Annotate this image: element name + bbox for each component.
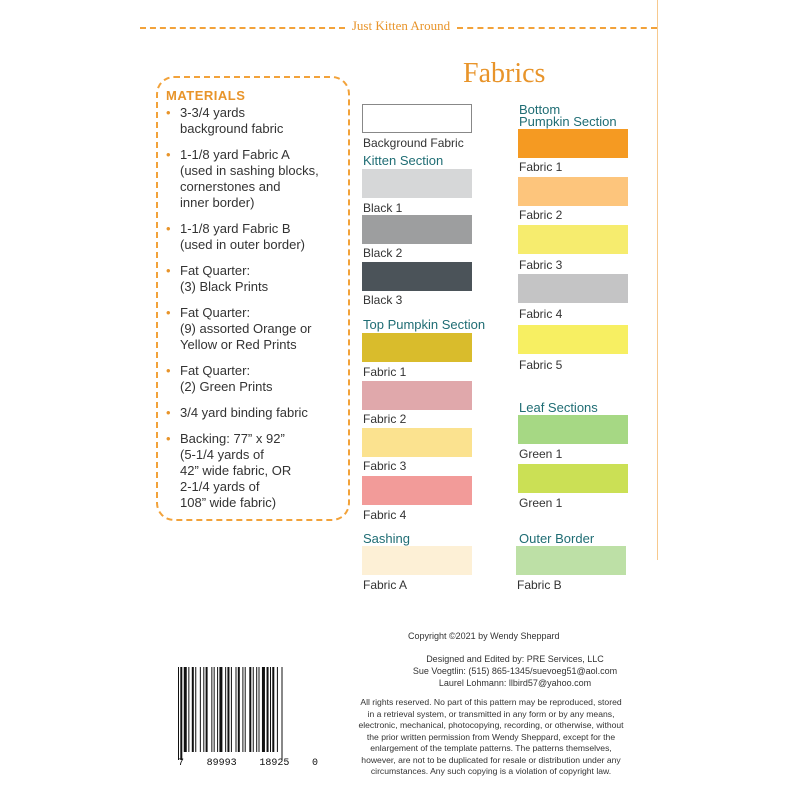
- barcode-bar: [211, 667, 212, 752]
- barcode-digit-group: 7: [178, 758, 185, 769]
- swatch-bottom-pumpkin-3: [518, 225, 628, 254]
- swatch-bottom-pumpkin-4: [518, 274, 628, 303]
- section-title-leaf: Leaf Sections: [519, 400, 598, 415]
- materials-item-line: (2) Green Prints: [180, 379, 273, 394]
- bullet-icon: •: [166, 363, 171, 378]
- section-title-bottom-pumpkin-2: Pumpkin Section: [519, 114, 617, 129]
- swatch-top-pumpkin-4: [362, 476, 472, 505]
- materials-item: [166, 305, 348, 353]
- swatch-leaf-1: [518, 415, 628, 444]
- swatch-label-top-pumpkin-1: Fabric 1: [363, 365, 407, 379]
- materials-heading: MATERIALS: [166, 88, 246, 103]
- materials-item-line: 1-1/8 yard Fabric A: [180, 147, 290, 162]
- materials-item-line: 3-3/4 yards: [180, 105, 246, 120]
- materials-item: [166, 147, 348, 211]
- swatch-bottom-pumpkin-5: [518, 325, 628, 354]
- swatch-background: [362, 104, 472, 133]
- swatch-label-bottom-pumpkin-4: Fabric 4: [519, 307, 563, 321]
- materials-item-line: (used in sashing blocks,: [180, 163, 319, 178]
- swatch-label-bottom-pumpkin-2: Fabric 2: [519, 208, 563, 222]
- barcode-bar: [277, 667, 278, 752]
- swatch-label-top-pumpkin-2: Fabric 2: [363, 412, 407, 426]
- swatch-label-leaf-1: Green 1: [519, 447, 563, 461]
- swatch-bottom-pumpkin-1: [518, 129, 628, 158]
- swatch-kitten-1: [362, 169, 472, 198]
- barcode: [177, 667, 317, 760]
- barcode-bar: [231, 667, 232, 752]
- swatch-outer-border-b: [516, 546, 626, 575]
- credit-line: Laurel Lohmann: llbird57@yahoo.com: [438, 678, 592, 688]
- swatch-top-pumpkin-1: [362, 333, 472, 362]
- barcode-bar: [200, 667, 201, 752]
- rights-line: electronic, mechanical, photocopying, recording, or otherwise, without: [358, 720, 624, 730]
- materials-item-line: 3/4 yard binding fabric: [180, 405, 308, 420]
- barcode-bar: [217, 667, 218, 752]
- swatch-top-pumpkin-2: [362, 381, 472, 410]
- bullet-icon: •: [166, 431, 171, 446]
- barcode-bar: [253, 667, 254, 752]
- materials-item-line: cornerstones and: [180, 179, 281, 194]
- materials-item-line: (5-1/4 yards of: [180, 447, 264, 462]
- barcode-digit-group: 0: [311, 758, 318, 769]
- bullet-icon: •: [166, 147, 171, 162]
- materials-item-line: (3) Black Prints: [180, 279, 269, 294]
- barcode-bar: [214, 667, 215, 752]
- copyright-notice: Copyright ©2021 by Wendy Sheppard: [408, 631, 560, 641]
- materials-item-line: Fat Quarter:: [180, 363, 251, 378]
- barcode-bar: [192, 667, 194, 752]
- swatch-label-kitten-1: Black 1: [363, 201, 403, 215]
- materials-item: [166, 405, 348, 421]
- swatch-label-kitten-2: Black 2: [363, 246, 403, 260]
- barcode-bar: [206, 667, 208, 752]
- materials-box: [156, 76, 350, 521]
- swatch-label-bottom-pumpkin-3: Fabric 3: [519, 258, 563, 272]
- materials-item-line: inner border): [180, 195, 255, 210]
- swatch-kitten-2: [362, 215, 472, 244]
- materials-item-line: 1-1/8 yard Fabric B: [180, 221, 291, 236]
- rights-statement: [338, 697, 644, 778]
- materials-item: [166, 363, 348, 395]
- section-title-outer-border: Outer Border: [519, 531, 595, 546]
- rights-line: circumstances. Any such copying is a violation of copyright law.: [370, 766, 612, 776]
- barcode-bar: [227, 667, 229, 752]
- fabrics-heading: Fabrics: [463, 58, 546, 89]
- swatch-label-bottom-pumpkin-5: Fabric 5: [519, 358, 563, 372]
- barcode-digit-group: 18925: [259, 758, 290, 769]
- pattern-title: Just Kitten Around: [351, 18, 451, 33]
- materials-item-line: (9) assorted Orange or: [180, 321, 312, 336]
- swatch-label-bottom-pumpkin-1: Fabric 1: [519, 160, 563, 174]
- materials-item: [166, 105, 348, 137]
- barcode-bar: [267, 667, 269, 752]
- materials-item-line: 2-1/4 yards of: [180, 479, 260, 494]
- barcode-bar: [282, 667, 283, 760]
- swatch-label-kitten-3: Black 3: [363, 293, 403, 307]
- barcode-bar: [249, 667, 251, 752]
- barcode-bar: [225, 667, 226, 752]
- barcode-bar: [219, 667, 222, 752]
- materials-item-line: Yellow or Red Prints: [180, 337, 297, 352]
- swatch-label-leaf-2: Green 1: [519, 496, 563, 510]
- materials-item-line: background fabric: [180, 121, 284, 136]
- materials-item-line: Fat Quarter:: [180, 263, 251, 278]
- barcode-bar: [262, 667, 265, 752]
- barcode-bar: [272, 667, 274, 752]
- rights-line: the prior written permission from Wendy Sheppard, except for the: [366, 731, 616, 742]
- barcode-digits: [178, 758, 318, 769]
- barcode-bar: [259, 667, 260, 752]
- barcode-bar: [188, 667, 189, 752]
- rights-line: All rights reserved. No part of this pattern may be reproduced, stored: [360, 697, 622, 707]
- rights-line: in a retrieval system, or transmitted in any form or by any means,: [367, 708, 615, 719]
- credit-line: Designed and Edited by: PRE Services, LLC: [426, 654, 604, 664]
- materials-list: [166, 105, 348, 511]
- bullet-icon: •: [166, 221, 171, 236]
- barcode-bar: [203, 667, 204, 752]
- bullet-icon: •: [166, 305, 171, 320]
- section-title-sashing: Sashing: [363, 531, 410, 546]
- swatch-leaf-2: [518, 464, 628, 493]
- section-title-top-pumpkin: Top Pumpkin Section: [363, 317, 486, 332]
- swatch-kitten-3: [362, 262, 472, 291]
- credits: [380, 653, 650, 689]
- swatch-bottom-pumpkin-2: [518, 177, 628, 206]
- swatch-sashing-a: [362, 546, 472, 575]
- bullet-icon: •: [166, 263, 171, 278]
- materials-item-line: (used in outer border): [180, 237, 306, 252]
- swatch-label-top-pumpkin-4: Fabric 4: [363, 508, 407, 522]
- materials-item-line: Backing: 77” x 92”: [180, 431, 285, 446]
- materials-item: [166, 221, 348, 253]
- materials-item-line: 108” wide fabric): [180, 495, 277, 510]
- materials-item-line: 42” wide fabric, OR: [180, 463, 292, 478]
- barcode-bar: [184, 667, 187, 752]
- header-divider-right: [457, 27, 657, 29]
- barcode-bar: [242, 667, 243, 752]
- barcode-bar: [236, 667, 237, 752]
- barcode-bar: [238, 667, 240, 752]
- page-edge-line: [657, 0, 658, 560]
- bullet-icon: •: [166, 105, 171, 120]
- barcode-bar: [245, 667, 246, 752]
- materials-item-line: Fat Quarter:: [180, 305, 251, 320]
- barcode-bar: [178, 667, 179, 760]
- rights-line: enlargement of the template patterns. The patterns themselves,: [370, 743, 612, 753]
- barcode-digit-group: 89993: [206, 758, 237, 769]
- section-title-kitten: Kitten Section: [363, 153, 444, 168]
- section-title-bottom-pumpkin-1: Bottom: [519, 102, 561, 117]
- barcode-bar: [270, 667, 271, 752]
- swatch-label-top-pumpkin-3: Fabric 3: [363, 459, 407, 473]
- materials-item: [166, 263, 348, 295]
- header-divider-left: [140, 27, 345, 29]
- swatch-label-outer-border-b: Fabric B: [517, 578, 562, 592]
- bullet-icon: •: [166, 405, 171, 420]
- barcode-bar: [180, 667, 182, 760]
- barcode-bar: [256, 667, 257, 752]
- credit-line: Sue Voegtlin: (515) 865-1345/suevoeg51@aol.com: [412, 666, 618, 676]
- barcode-bar: [195, 667, 196, 752]
- swatch-label-sashing-a: Fabric A: [363, 578, 408, 592]
- rights-line: however, are not to be duplicated for resale or distribution under any: [361, 754, 621, 765]
- materials-item: [166, 431, 348, 511]
- swatch-label-background: Background Fabric: [363, 136, 464, 150]
- swatch-top-pumpkin-3: [362, 428, 472, 457]
